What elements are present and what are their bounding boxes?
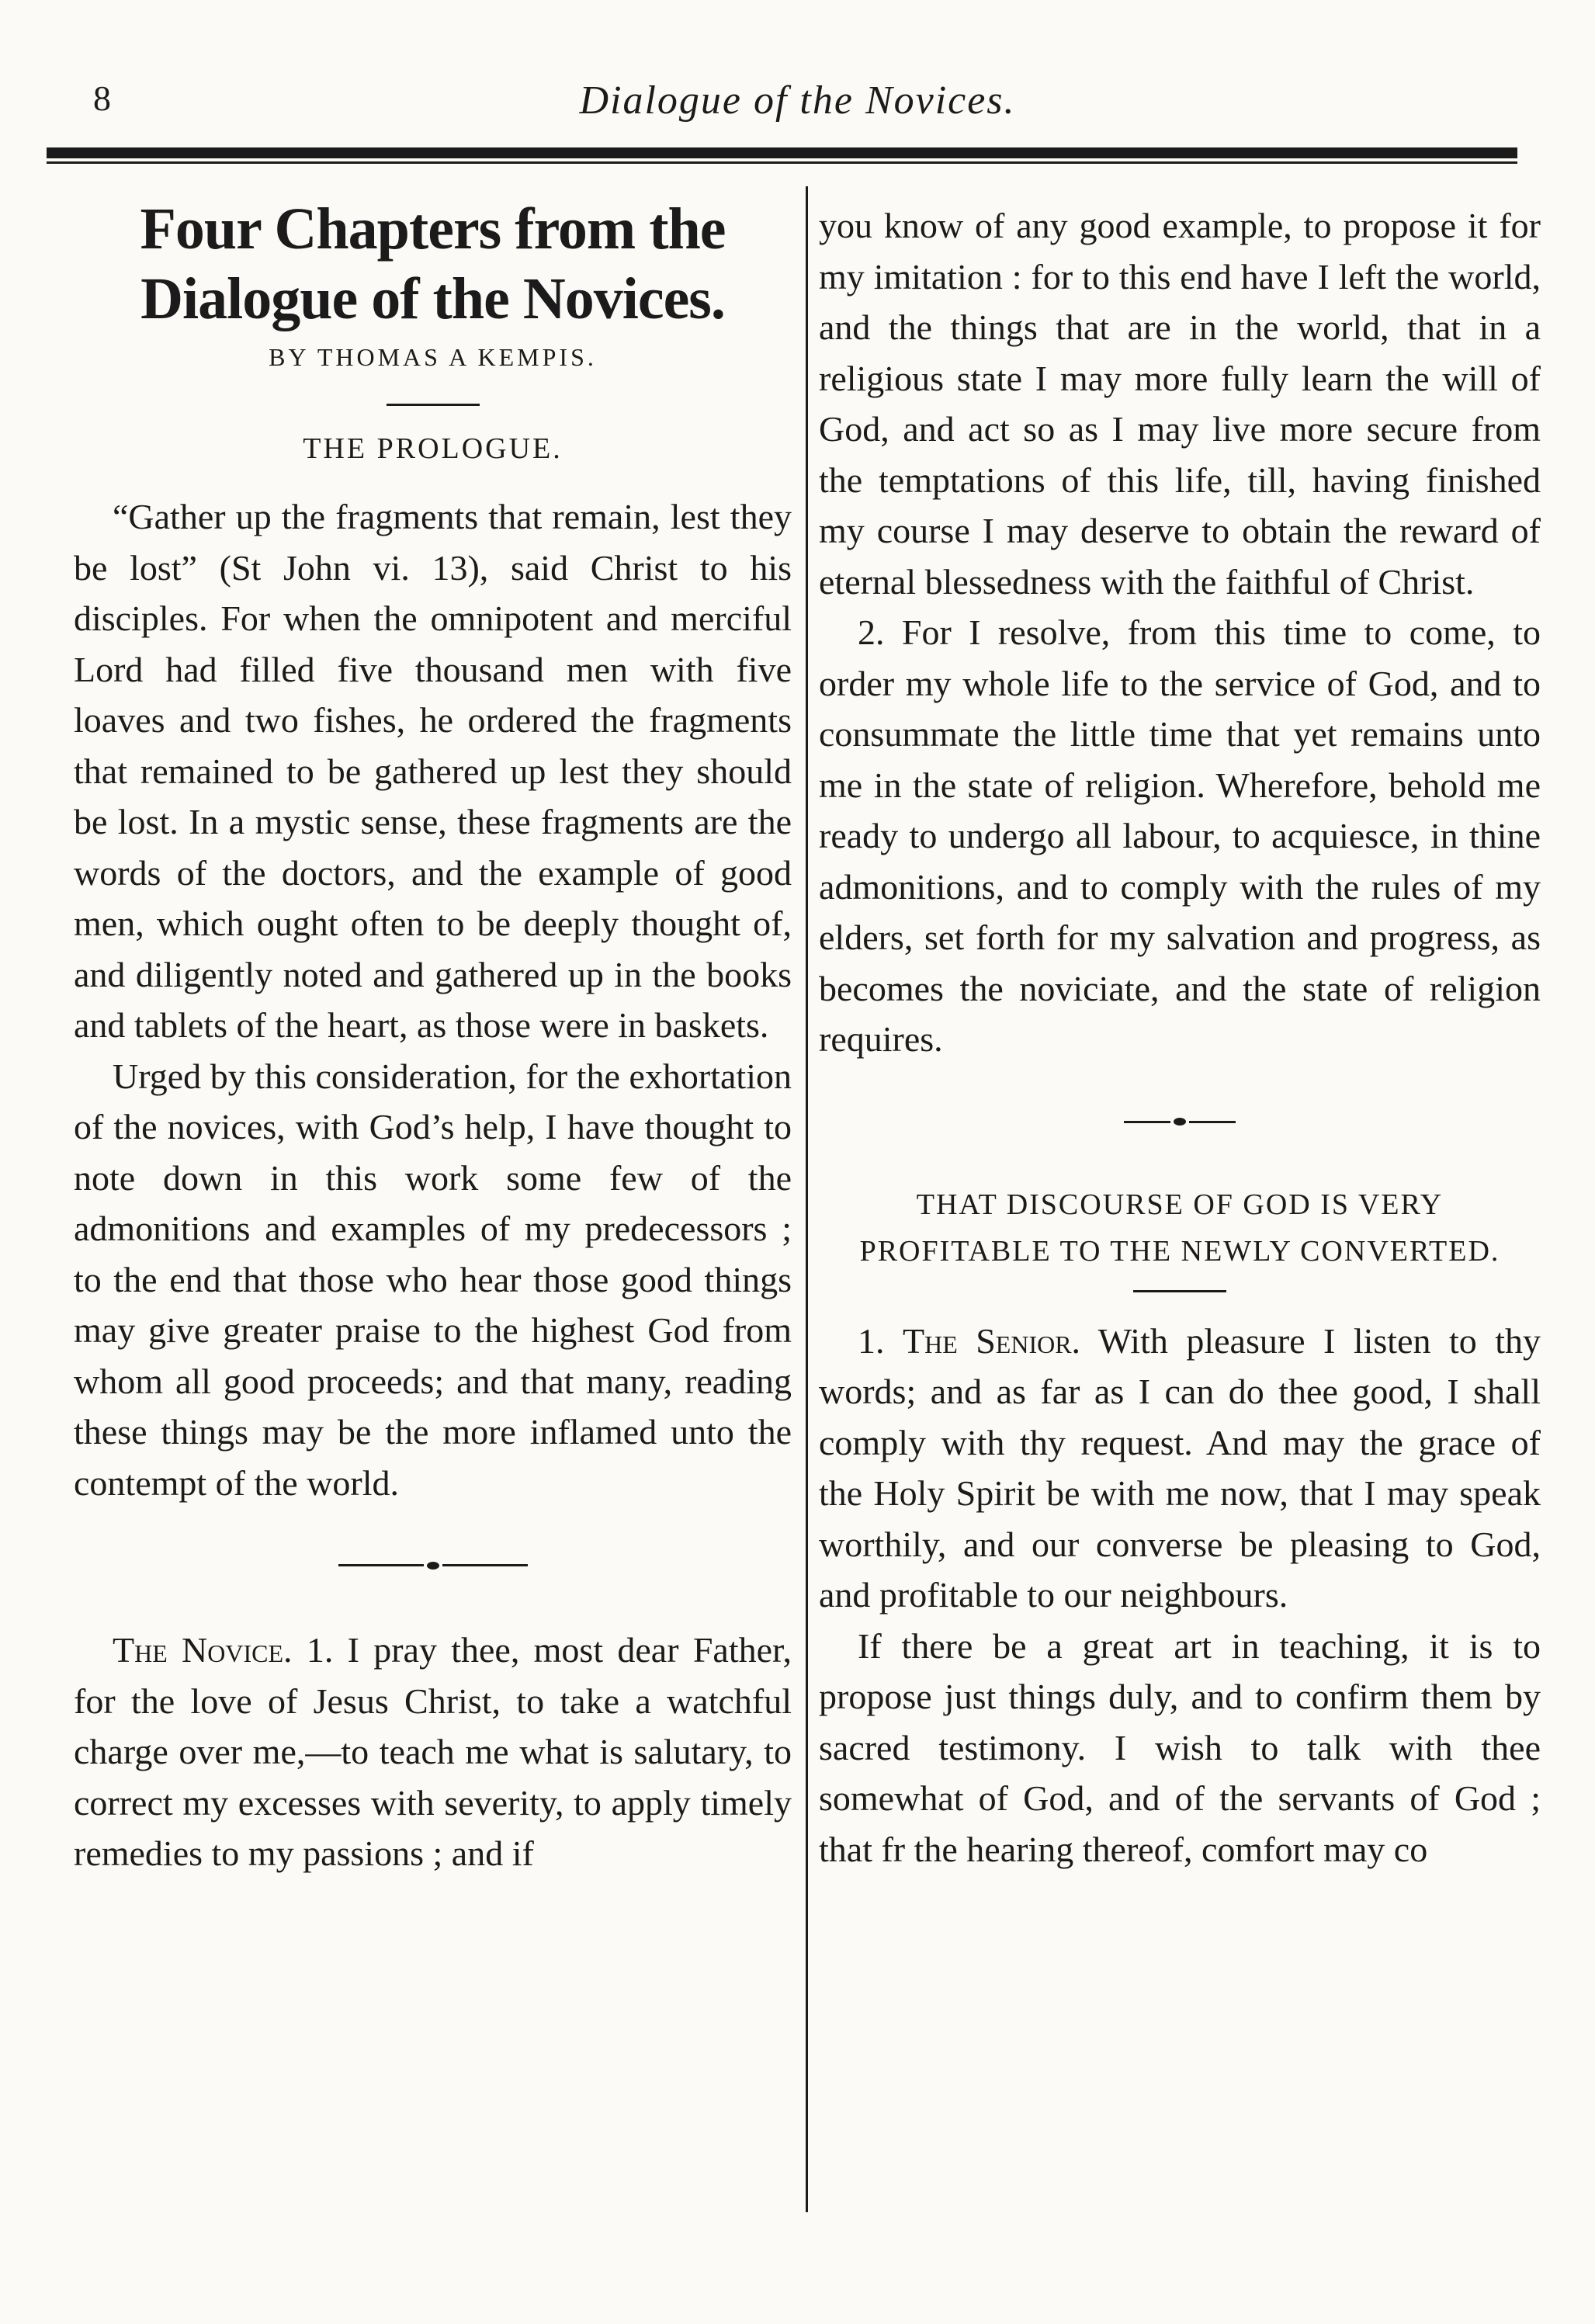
novice-paragraph-2: 2. For I resolve, from this time to come, to order my whole life to the service of God, and to consummate the little time that yet remains unto me in the state of religion. Wherefore, behold me ready to undergo all labour, to acquiesce, in thine admonitions, and to comply with the rules of my elders, set forth for my salvation and progress, as becomes the noviciate, and the state of religion requires. (819, 612, 1541, 1059)
senior-paragraph-2: If there be a great art in teaching, it is to propose just things duly, and to confirm them by sacred testimony. I wish to talk with thee somewhat of God, and of the servants of God ; that fr the hearing thereof, comfort may co (819, 1625, 1541, 1869)
senior-paragraph-1 (819, 1316, 1541, 1621)
page-number: 8 (93, 78, 111, 118)
ornament-rule-right (1189, 1121, 1236, 1123)
prologue-heading: THE PROLOGUE. (303, 432, 563, 465)
chapter-rule (1133, 1290, 1226, 1292)
novice-speaker: The Novice. (113, 1630, 293, 1670)
novice-paragraph-1-continued: you know of any good example, to propose it for my imitation : for to this end have I left the world, and the things that are in the world, that in a religious state I may more fully learn the will of God, and act so as I may live more secure from the temptations of this life, till, having finished my course I may deserve to obtain the reward of eternal blessedness with the faithful of Christ. (819, 206, 1541, 602)
byline: BY THOMAS A KEMPIS. (269, 343, 597, 371)
chapter-heading: THAT DISCOURSE OF GOD IS VERY PROFITABLE TO THE NEWLY CONVERTED. (859, 1188, 1500, 1268)
byline-rule (387, 404, 480, 406)
running-head (47, 78, 1548, 140)
running-title: Dialogue of the Novices. (579, 78, 1016, 123)
column-divider (806, 186, 808, 2212)
prologue-paragraph-2: Urged by this consideration, for the exhortation of the novices, with God’s help, I have thought to note down in this work some few of the admonitions and examples of my predecessors ; to the end that those who hear those good things may give greater praise to the highest God from whom all good proceeds; and that many, reading these things may be the more inflamed unto the contempt of the world. (74, 1056, 792, 1503)
chapter-ornament (819, 1096, 1541, 1143)
prologue-paragraph-1: “Gather up the fragments that remain, lest they be lost” (St John vi. 13), said Christ to his disciples. For when the omnipotent and merciful Lord had filled five thousand men with five loaves and two fishes, he ordered the fragments that remained to be gathered up lest they should be lost. In a mystic sense, these fragments are the words of the doctors, and the example of good men, which ought often to be deeply thought of, and diligently noted and gathered up in the books and tablets of the heart, as those were in baskets. (74, 497, 792, 1045)
novice-text-1: 1. I pray thee, most dear Father, for the love of Jesus Christ, to take a watchful charge over me,—to teach me what is salutary, to correct my excesses with severity, to apply timely remedies to my passions ; and if (74, 1630, 792, 1873)
ornament-rule-left (338, 1564, 424, 1566)
ornament-rule-right (442, 1564, 528, 1566)
senior-speaker: The Senior. (902, 1320, 1081, 1361)
ornament-dot (1174, 1118, 1186, 1126)
senior-number: 1. (858, 1320, 885, 1361)
senior-text-1: With pleasure I listen to thy words; and as far as I can do thee good, I shall comply with thy request. And may the grace of the Holy Spirit be with me now, that I may speak worthily, and our converse be pleasing to God, and profitable to our neighbours. (819, 1320, 1541, 1615)
left-column (74, 194, 792, 1879)
novice-paragraph-1 (74, 1625, 792, 1879)
right-column (819, 200, 1541, 1875)
article-title: Four Chapters from the Dialogue of the Novices. (140, 196, 726, 331)
section-ornament (74, 1539, 792, 1586)
ornament-dot (427, 1562, 439, 1570)
ornament-rule-left (1124, 1121, 1170, 1123)
header-rule (47, 147, 1517, 164)
